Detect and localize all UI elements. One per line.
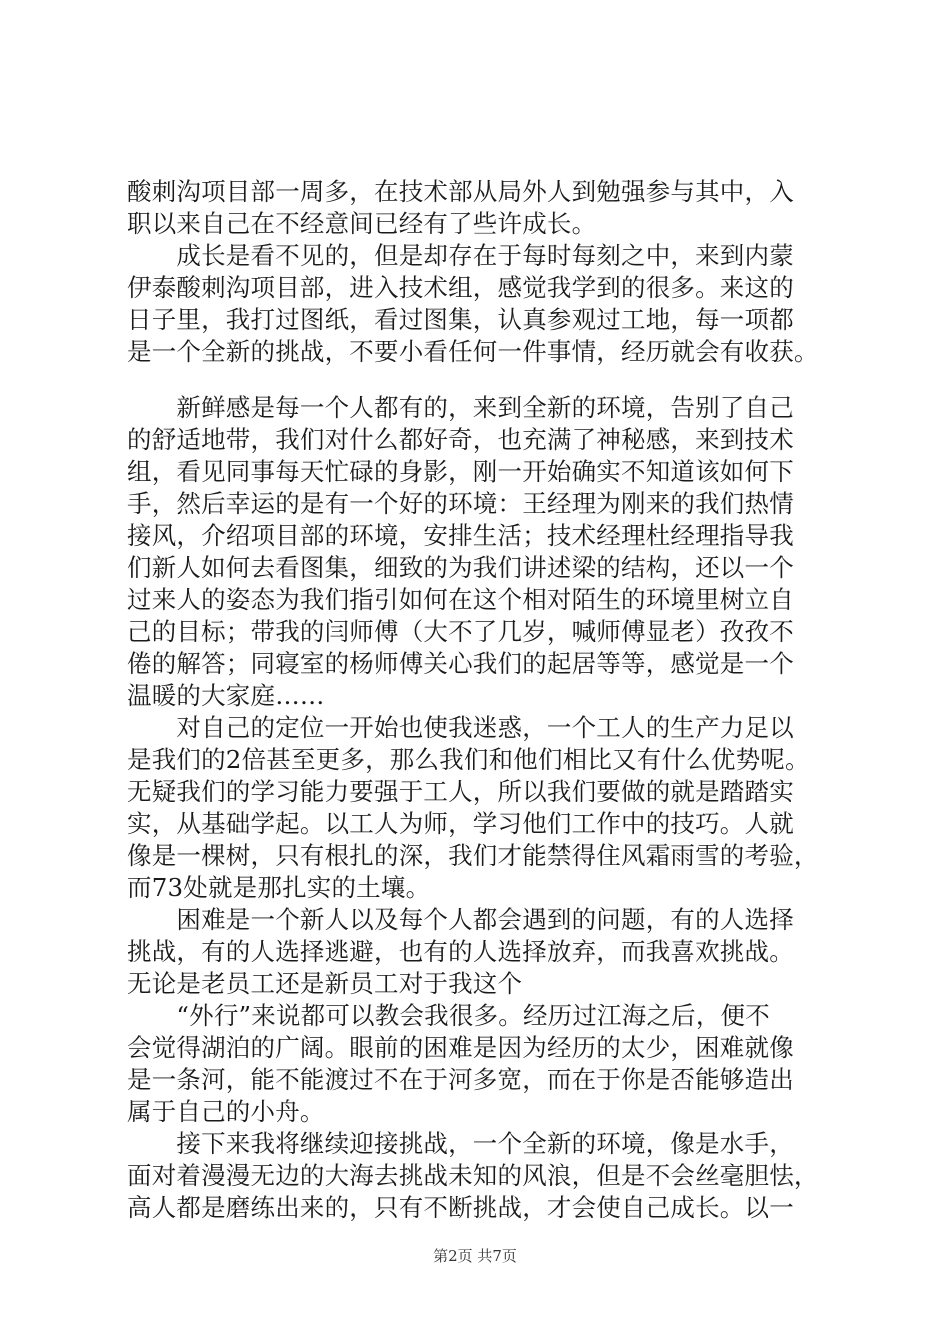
text-line: 接风，介绍项目部的环境，安排生活；技术经理杜经理指导我 <box>127 521 794 550</box>
text-line: 酸刺沟项目部一周多，在技术部从局外人到勉强参与其中，入 <box>127 177 794 206</box>
text-line: 倦的解答；同寝室的杨师傅关心我们的起居等等，感觉是一个 <box>127 649 794 678</box>
text-line: 实，从基础学起。以工人为师，学习他们工作中的技巧。人就 <box>127 809 794 838</box>
text-line: 无疑我们的学习能力要强于工人，所以我们要做的就是踏踏实 <box>127 777 794 806</box>
text-line: 高人都是磨练出来的，只有不断挑战，才会使自己成长。以一 <box>127 1193 794 1222</box>
text-line: 过来人的姿态为我们指引如何在这个相对陌生的环境里树立自 <box>127 585 794 614</box>
text-line: 己的目标；带我的闫师傅（大不了几岁，喊师傅显老）孜孜不 <box>127 617 794 646</box>
text-line: 困难是一个新人以及每个人都会遇到的问题，有的人选择 <box>127 905 794 934</box>
text-line: 组，看见同事每天忙碌的身影，刚一开始确实不知道该如何下 <box>127 457 794 486</box>
text-line: 属于自己的小舟。 <box>127 1097 325 1126</box>
text-line: 面对着漫漫无边的大海去挑战未知的风浪，但是不会丝毫胆怯， <box>127 1161 819 1190</box>
text-line: 新鲜感是每一个人都有的，来到全新的环境，告别了自己 <box>127 393 794 422</box>
text-line: 们新人如何去看图集，细致的为我们讲述梁的结构，还以一个 <box>127 553 794 582</box>
text-line: 而73处就是那扎实的土壤。 <box>127 873 431 902</box>
text-line: 日子里，我打过图纸，看过图集，认真参观过工地，每一项都 <box>127 305 794 334</box>
text-line: 职以来自己在不经意间已经有了些许成长。 <box>127 209 597 238</box>
text-line: 无论是老员工还是新员工对于我这个 <box>127 969 523 998</box>
text-line: 的舒适地带，我们对什么都好奇，也充满了神秘感，来到技术 <box>127 425 794 454</box>
text-line: 成长是看不见的，但是却存在于每时每刻之中，来到内蒙 <box>127 241 794 270</box>
text-line: 像是一棵树，只有根扎的深，我们才能禁得住风霜雨雪的考验， <box>127 841 819 870</box>
text-line: 伊泰酸刺沟项目部，进入技术组，感觉我学到的很多。来这的 <box>127 273 794 302</box>
text-line: “外行”来说都可以教会我很多。经历过江海之后，便不 <box>127 1001 770 1030</box>
text-line: 温暖的大家庭…… <box>127 681 325 710</box>
text-line: 是我们的2倍甚至更多，那么我们和他们相比又有什么优势呢。 <box>127 745 810 774</box>
text-line: 接下来我将继续迎接挑战，一个全新的环境，像是水手， <box>127 1129 794 1158</box>
text-line: 是一个全新的挑战，不要小看任何一件事情，经历就会有收获。 <box>127 337 819 366</box>
text-line: 会觉得湖泊的广阔。眼前的困难是因为经历的太少，困难就像 <box>127 1033 794 1062</box>
text-line: 对自己的定位一开始也使我迷惑，一个工人的生产力足以 <box>127 713 794 742</box>
page-number-footer: 第2页 共7页 <box>433 1247 517 1265</box>
text-line: 手，然后幸运的是有一个好的环境：王经理为刚来的我们热情 <box>127 489 794 518</box>
text-line: 挑战，有的人选择逃避，也有的人选择放弃，而我喜欢挑战。 <box>127 937 794 966</box>
text-line: 是一条河，能不能渡过不在于河多宽，而在于你是否能够造出 <box>127 1065 794 1094</box>
